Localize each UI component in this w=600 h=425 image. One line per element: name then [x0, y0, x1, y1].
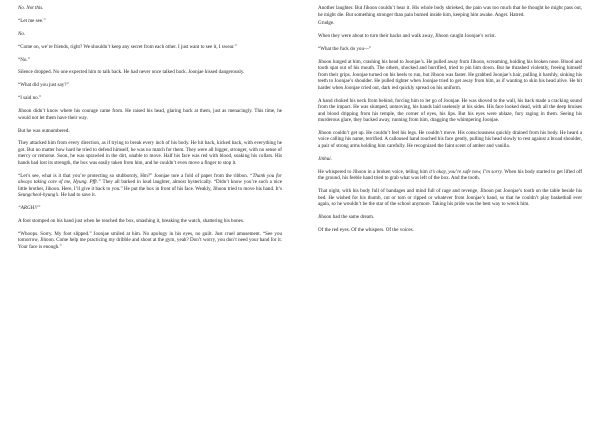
right-page	[318, 5, 582, 240]
paragraph: A foot stomped on his hand just when he reached the box, smashing it, breaking the watch, shattering his bones.	[18, 218, 245, 225]
left-page	[18, 5, 282, 257]
paragraph: “ARGH!!”	[18, 205, 41, 212]
text-run-italic: it’s okay, you’re safe now, I’m sorry.	[429, 168, 503, 175]
paragraph	[18, 173, 282, 199]
text-run-italic: “Thank you for always taking care of me, Hyung. Pfft.”	[18, 172, 283, 186]
paragraph: Another laughter. But Jihoon couldn’t hear it. His whole body shrieked, the pain was too much that he thought he might pass out, he might die. But something stronger than pain burned inside him, keeping him awake. Anger. Hatred.	[318, 5, 582, 18]
paragraph: Jihoon couldn’t get up. He couldn’t feel his legs. He couldn’t move. His consciousness quickly drained from his body. He heard a voice calling his name, terrified. A calloused hand touched his face gently, pulling his head slowly to rest against a broad shoulder, a pair of strong arms holding him carefully. He recognized the faint scent of amber and vanilla.	[318, 129, 582, 149]
paragraph: Silence dropped. No one expected him to talk back. He had never once talked back. Joonjae hissed dangerously.	[18, 69, 245, 76]
paragraph: A hand choked his neck from behind, forcing him to let go of Joonjae. He was shoved to the wall, his back made a cracking sound from the impact. He was slumped, unmoving, his hands laid uselessly at his sides. His face looked dead, with all the deep bruises and blood dripping from his temple, the corner of eyes, his lips. But his eyes were ablaze, fury raging in them. Seeing his murderous glare, they backed away, running from him, dragging the whimpering Joonjae.	[318, 97, 582, 124]
paragraph: “What the fuck do you—”	[318, 45, 372, 52]
paragraph: Grudge.	[318, 20, 335, 26]
paragraph: “I said no.”	[18, 95, 42, 102]
paragraph: “No.”	[18, 56, 30, 63]
paragraph: When they were about to turn their backs and walk away, Jihoon caught Joonjae’s wrist.	[318, 32, 496, 39]
paragraph: No. Not this.	[18, 5, 44, 11]
paragraph: No.	[18, 30, 26, 37]
paragraph: “Come on, we’re friends, right? We shouldn’t keep any secret from each other. I just want to see it, I swear.”	[18, 43, 237, 50]
paragraph: “What did you just say?”	[18, 82, 69, 89]
paragraph: “Whoops. Sorry. My foot slipped.” Joonjae smiled at him. No apology in his eyes, no guilt. Just cruel amusement. “See you tomorrow, Jihoon. Come help me practicing my dribble and shoot at the gym, yeah? Don’t worry, you don’t need your hand for it. Your face is enough.”	[18, 230, 282, 250]
paragraph	[318, 169, 582, 182]
paragraph: That night, with his body full of bandages and mind full of rage and revenge, Jihoon put Joonjae’s tooth on the table beside his bed. He wished for his thumb, cut or torn or ripped or whatever from Joonjae’s hand, so that he couldn’t play basketball ever again, so he wouldn’t be the star of the school anymore. Taking his pride was the best way to wreck him.	[318, 188, 582, 208]
text-run: When his body started to get lifted off the ground, his feeble hand tried to grab what was left of the box. And the tooth.	[318, 168, 583, 182]
paragraph: Jinhui.	[318, 155, 332, 162]
text-run: He whispered to Jihoon in a broken voice, telling him	[318, 168, 428, 175]
paragraph: Jihoon didn’t know where his courage came from. He raised his head, glaring back at them, just as menacingly. This time, he would not let them have their way.	[18, 108, 282, 121]
text-run: He had to save it.	[60, 192, 96, 199]
paragraph: They attacked him from every direction, as if trying to break every inch of his body. He hit back, kicked back, with everything he got. But no matter how hard he tried to defend himself, he was no match for them. They were all bigger, stronger, with no sense of mercy or remorse. Soon, he was sprawled in the dirt, unable to move. Half his face was red with blood, soaking his collars. His hands had lost its strength, the box was easily taken from him, and he couldn’t even move a finger to stop it.	[18, 140, 282, 166]
paragraph: “Let me see.”	[18, 17, 46, 24]
paragraph: Of the red eyes. Of the whispers. Of the voices.	[318, 226, 414, 233]
text-run: “Let’s see, what is it that you’re protecting so stubbornly, Hm?” Joonjae tore a fold of paper from the ribbon.	[18, 172, 248, 179]
paragraph: Jihoon lunged at him, crashing his head to Joonjae’s. He pulled away from Jihoon, screaming, holding his broken nose. Blood and tooth spat out of his mouth. The others, shocked and horrified, tried to pin him down. But he thrashed violently, freeing himself from their grips. Joonjae turned on his heels to run, but Jihoon was faster. He grabbed Joonjae’s hair, pulling it harshly, sinking his teeth to Joonjae’s shoulder. He pulled tighter when Joonjae tried to get away from him, as if wanting to skin his head alive. He bit harder when Joonjae cried out, dark red quickly spread on his uniform.	[318, 58, 582, 91]
text-run: They all barked in loud laughter, almost hysterically. “Didn’t know you’re such a nice little brother, Jihoon. Here, I’ll give it back to you.” He put the box in front of his face. Weakly, Jihoon tried to move his hand. It’s	[18, 179, 283, 192]
paragraph: But he was outnumbered.	[18, 127, 70, 134]
paragraph: Jihoon had the same dream.	[318, 214, 375, 221]
text-run-italic: Seungcheol-hyung’s.	[18, 192, 60, 199]
